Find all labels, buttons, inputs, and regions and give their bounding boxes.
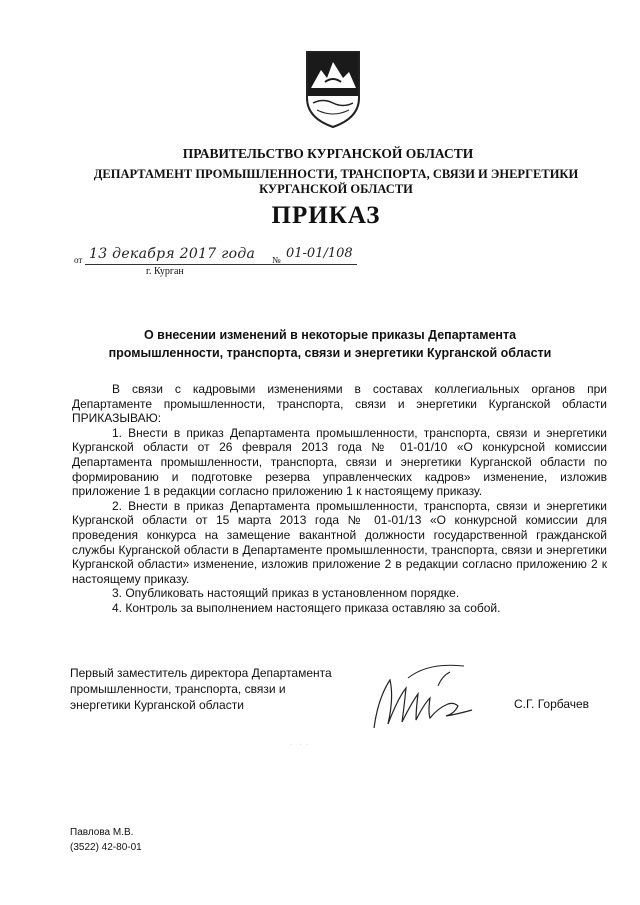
number-label: №	[272, 255, 281, 265]
order-item-1: 1. Внести в приказ Департамента промышленности, транспорта, связи и энергетики Курганской области от 26 февраля 2013 года № 01-01/10 «О конкурсной комиссии Департамента промышленности, транспорта, связи и энергетики Курганской области по формированию и подготовке резерва управленческих кадров» изменение, изложив приложение 1 в редакции согласно приложению 1 к настоящему приказу.	[72, 425, 607, 499]
order-item-3: 3. Опубликовать настоящий приказ в установленном порядке.	[112, 586, 460, 601]
number-underline	[287, 264, 357, 265]
signer-name: С.Г. Горбачев	[514, 697, 590, 711]
order-item-4: 4. Контроль за выполнением настоящего приказа оставляю за собой.	[112, 600, 501, 615]
government-title: ПРАВИТЕЛЬСТВО КУРГАНСКОЙ ОБЛАСТИ	[182, 146, 474, 161]
preamble-paragraph: В связи с кадровыми изменениями в составах коллегиальных органов при Департаменте промышленности, транспорта, связи и энергетики Курганской области ПРИКАЗЫВАЮ:	[72, 382, 607, 426]
document-type-title: ПРИКАЗ	[271, 202, 381, 229]
handwritten-date: 13 декабря 2017 года	[89, 246, 256, 262]
date-underline	[85, 264, 320, 265]
executor-name: Павлова М.В.	[70, 827, 134, 838]
executor-phone: (3522) 42-80-01	[70, 842, 142, 853]
order-item-2: 2. Внести в приказ Департамента промышленности, транспорта, связи и энергетики Курганской области от 15 марта 2013 года № 01-01/13 «О конкурсной комиссии для проведения конкурса на замещение вакантной должности государственной гражданской службы Курганской области в Департаменте промышленности, транспорта, связи и энергетики Курганской области» изменение, изложив приложение 2 в редакции согласно приложению 2 к настоящему приказу.	[72, 498, 607, 586]
from-label: от	[74, 255, 83, 265]
department-title-line1: ДЕПАРТАМЕНТ ПРОМЫШЛЕННОСТИ, ТРАНСПОРТА, СВЯЗИ И ЭНЕРГЕТИКИ	[93, 167, 579, 181]
handwritten-signature-icon	[368, 658, 478, 733]
handwritten-number: 01-01/108	[286, 246, 353, 261]
signer-position-line2: промышленности, транспорта, связи и	[70, 682, 286, 696]
scan-artifact: · · ·	[290, 742, 308, 748]
signer-position-line3: энергетики Курганской области	[70, 698, 244, 712]
date-number-row	[74, 248, 374, 274]
department-title-line2: КУРГАНСКОЙ ОБЛАСТИ	[259, 182, 413, 196]
signer-position	[70, 665, 370, 713]
subject-line2: промышленности, транспорта, связи и энергетики Курганской области	[108, 346, 552, 360]
order-subject	[80, 326, 580, 362]
signer-position-line1: Первый заместитель директора Департамента	[70, 666, 332, 680]
subject-line1: О внесении изменений в некоторые приказы Департамента	[143, 328, 517, 342]
coat-of-arms-icon	[303, 48, 363, 130]
order-body	[72, 382, 607, 616]
city-label: г. Курган	[146, 266, 184, 277]
